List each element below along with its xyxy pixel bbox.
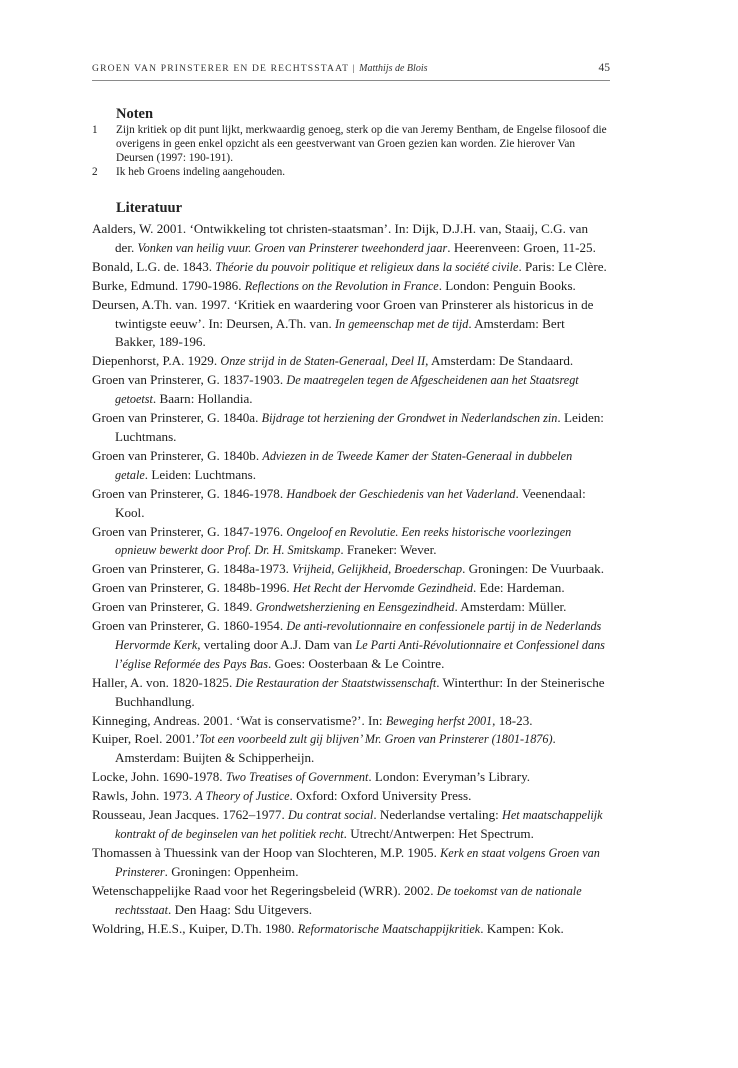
entry-text: Kuiper, Roel. 2001.’	[92, 731, 200, 747]
entry-text: , vertaling door A.J. Dam van	[197, 636, 356, 652]
notes-list	[92, 123, 612, 179]
entry-text: . Amsterdam: Buijten & Schipperheijn.	[115, 731, 556, 766]
entry-title: Grondwetsherziening en Eensgezindheid	[255, 600, 455, 615]
entry-title: Het Recht der Hervomde Gezindheid	[292, 581, 473, 596]
bibliography-entry	[92, 371, 608, 409]
entry-title: Tot een voorbeeld zult gij blijven’ Mr. Groen van Prinsterer (1801-1876)	[199, 732, 553, 747]
entry-title: Du contrat social	[288, 808, 374, 823]
entry-text: Groen van Prinsterer, G. 1840b.	[92, 447, 263, 463]
entry-text: Groen van Prinsterer, G. 1849.	[92, 599, 256, 615]
entry-title: De anti-revolutionnaire en confessionele partij in de Nederlands Hervormde Kerk	[115, 619, 602, 652]
entry-text: Deursen, A.Th. van. 1997. ‘Kritiek en waardering voor Groen van Prinsterer als historicus in de twintigste eeuw’. In: Deursen, A.Th. van.	[92, 296, 594, 331]
entry-title: Die Restauration der Staatstwissenschaft	[235, 675, 437, 690]
note-number: 1	[92, 124, 98, 136]
bibliography-entry	[92, 409, 608, 447]
entry-text: Wetenschappelijke Raad voor het Regeringsbeleid (WRR). 2002.	[92, 882, 437, 898]
entry-text: Diepenhorst, P.A. 1929.	[92, 353, 221, 369]
entry-text: . Heerenveen: Groen, 11-25.	[447, 239, 596, 255]
entry-text: Groen van Prinsterer, G. 1860-1954.	[92, 618, 287, 634]
entry-text: Thomassen à Thuessink van der Hoop van Slochteren, M.P. 1905.	[92, 844, 441, 860]
entry-title: Bijdrage tot herziening der Grondwet in Nederlandschen zin	[261, 411, 558, 426]
entry-text: Groen van Prinsterer, G. 1846-1978.	[92, 485, 287, 501]
bibliography-entry	[92, 730, 608, 768]
literature-heading: Literatuur	[116, 200, 183, 216]
bibliography-entry	[92, 523, 608, 561]
bibliography-entry	[92, 882, 608, 920]
notes-heading: Noten	[116, 106, 154, 122]
entry-text: Groen van Prinsterer, G. 1837-1903.	[92, 372, 287, 388]
entry-text: Locke, John. 1690-1978.	[92, 769, 226, 785]
entry-text: , 18-23.	[492, 712, 533, 728]
entry-text: . Den Haag: Sdu Uitgevers.	[168, 901, 313, 917]
bibliography-entry	[92, 296, 608, 353]
entry-title: Reflections on the Revolution in France	[244, 278, 439, 293]
bibliography-entry	[92, 617, 608, 674]
entry-title: Vrijheid, Gelijkheid, Broederschap	[292, 562, 463, 577]
entry-title: De maatregelen tegen de Afgescheidenen aan het Staatsregt getoetst	[115, 373, 579, 407]
entry-text: . Veenendaal: Kool.	[115, 485, 586, 520]
entry-text: . Franeker: Wever.	[340, 542, 437, 558]
note-number: 2	[92, 166, 98, 178]
bibliography-entry	[92, 712, 608, 731]
header-rule	[92, 80, 610, 81]
note-text: Zijn kritiek op dit punt lijkt, merkwaardig genoeg, sterk op die van Jeremy Bentham, de Engelse filosoof die overigens in geen enkel opzicht als een geestverwant van Groen gezien kan worden. Zie hierover Van Deursen (1997: 190-191).	[116, 124, 607, 164]
entry-text: . Amsterdam: Bert Bakker, 189-196.	[115, 315, 565, 350]
running-header	[92, 63, 610, 79]
bibliography-entry	[92, 560, 608, 579]
entry-text: Burke, Edmund. 1790-1986.	[92, 277, 245, 293]
bibliography-entry	[92, 844, 608, 882]
page-number: 45	[598, 62, 610, 74]
entry-text: . Utrecht/Antwerpen: Het Spectrum.	[343, 826, 534, 841]
bibliography-entry	[92, 485, 608, 523]
entry-text: . Baarn: Hollandia.	[152, 391, 253, 407]
note-item	[92, 165, 612, 179]
bibliography-list	[92, 220, 608, 938]
bibliography-entry	[92, 352, 608, 371]
entry-title: Kerk en staat volgens Groen van Prinsterer	[115, 845, 600, 879]
entry-text: . Kampen: Kok.	[480, 920, 564, 936]
entry-text: Rawls, John. 1973.	[92, 788, 196, 804]
entry-text: , Amsterdam: De Standaard.	[425, 353, 574, 369]
bibliography-entry	[92, 220, 608, 258]
bibliography-entry	[92, 674, 608, 712]
bibliography-entry	[92, 447, 608, 485]
running-title	[92, 63, 428, 74]
entry-title: Handboek der Geschiedenis van het Vaderland	[286, 486, 516, 501]
entry-text: . Paris: Le Clère.	[518, 258, 607, 274]
entry-text: . London: Penguin Books.	[438, 277, 576, 293]
entry-title: Ongeloof en Revolutie. Een reeks historische voorlezingen opnieuw bewerkt door Prof. Dr. H. Smitskamp	[115, 524, 572, 558]
entry-text: . Goes: Oosterbaan & Le Cointre.	[267, 655, 445, 671]
entry-text: . London: Everyman’s Library.	[368, 769, 531, 785]
note-text: Ik heb Groens indeling aangehouden.	[116, 166, 286, 178]
entry-title: Onze strijd in de Staten-Generaal, Deel II	[220, 354, 426, 369]
entry-text: Woldring, H.E.S., Kuiper, D.Th. 1980.	[92, 920, 298, 936]
entry-title: Het maatschappelijk kontrakt of de beginselen van het politiek recht	[115, 808, 603, 841]
entry-text: . Leiden: Luchtmans.	[144, 466, 257, 482]
entry-title: Théorie du pouvoir politique et religieux dans la société civile	[215, 259, 519, 274]
entry-text: Bonald, L.G. de. 1843.	[92, 258, 216, 274]
entry-text: Groen van Prinsterer, G. 1847-1976.	[92, 523, 287, 539]
entry-text: . Amsterdam: Müller.	[454, 599, 567, 615]
entry-title: Beweging herfst 2001	[385, 713, 493, 728]
entry-text: Groen van Prinsterer, G. 1840a.	[92, 410, 262, 426]
entry-text: . Leiden: Luchtmans.	[115, 410, 604, 444]
bibliography-entry	[92, 768, 608, 787]
bibliography-entry	[92, 579, 608, 598]
entry-text: . Groningen: De Vuurbaak.	[462, 561, 604, 577]
entry-title: Le Parti Anti-Révolutionnaire et Confessionel dans l’église Reformée des Pays Bas	[115, 637, 605, 671]
note-item	[92, 123, 612, 165]
entry-title: Two Treatises of Government	[225, 770, 369, 785]
entry-text: . Nederlandse vertaling:	[373, 807, 503, 823]
entry-text: . Ede: Hardeman.	[472, 580, 565, 596]
entry-text: . Winterthur: In der Steinerische Buchhandlung.	[115, 674, 605, 709]
bibliography-entry	[92, 277, 608, 296]
running-title-text: GROEN VAN PRINSTERER EN DE RECHTSSTAAT	[92, 63, 349, 74]
bibliography-entry	[92, 920, 608, 939]
bibliography-entry	[92, 258, 608, 277]
header-separator: |	[352, 63, 356, 74]
entry-title: Reformatorische Maatschappijkritiek	[297, 921, 481, 936]
bibliography-entry	[92, 787, 608, 806]
entry-text: Groen van Prinsterer, G. 1848a-1973.	[92, 561, 293, 577]
entry-text: Groen van Prinsterer, G. 1848b-1996.	[92, 580, 293, 596]
header-author: Matthijs de Blois	[359, 63, 428, 74]
entry-text: Haller, A. von. 1820-1825.	[92, 674, 236, 690]
entry-title: Adviezen in de Tweede Kamer der Staten-Generaal in dubbelen getale	[115, 448, 573, 482]
bibliography-entry	[92, 806, 608, 844]
entry-title: In gemeenschap met de tijd	[335, 316, 469, 331]
entry-text: . Groningen: Oppenheim.	[164, 863, 299, 879]
entry-text: Kinneging, Andreas. 2001. ‘Wat is conservatisme?’. In:	[92, 712, 386, 728]
entry-text: Aalders, W. 2001. ‘Ontwikkeling tot christen-staatsman’. In: Dijk, D.J.H. van, Staaij, C.G. van der.	[92, 221, 589, 255]
entry-title: De toekomst van de nationale rechtsstaat	[115, 883, 582, 917]
entry-title: A Theory of Justice	[195, 789, 290, 804]
entry-title: Vonken van heilig vuur. Groen van Prinsterer tweehonderd jaar	[137, 240, 448, 255]
bibliography-entry	[92, 598, 608, 617]
entry-text: . Oxford: Oxford University Press.	[289, 788, 472, 804]
entry-text: Rousseau, Jean Jacques. 1762–1977.	[92, 807, 289, 823]
